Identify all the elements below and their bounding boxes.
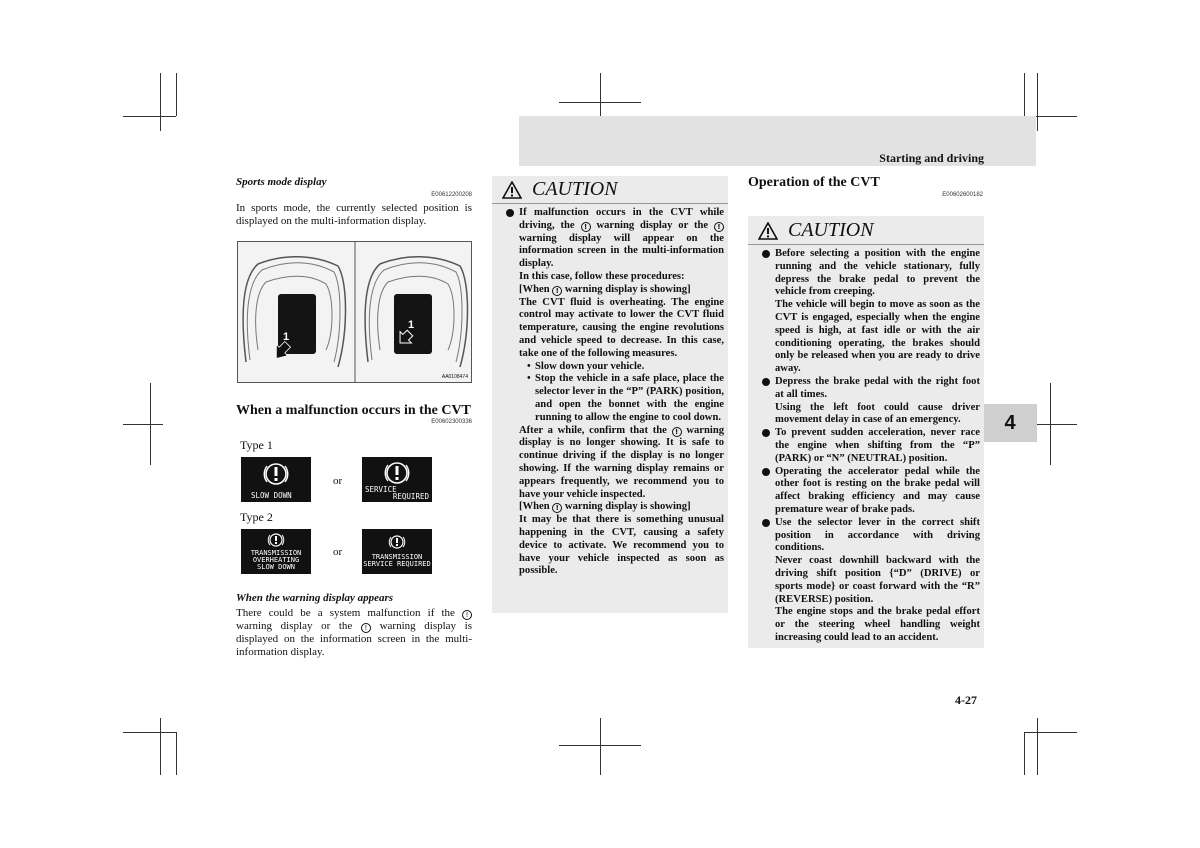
caution-text: Using the left foot could cause driver movement delay in case of an emergency. xyxy=(775,401,980,426)
caution-text: Slow down your vehicle. xyxy=(535,360,645,372)
caution-item xyxy=(762,376,980,427)
crop-mark xyxy=(1024,73,1025,116)
caution-text: Operating the accelerator pedal while the other foot is resting on the brake pedal will affect braking efficiency and may cause premature wear of brake pads. xyxy=(775,465,980,515)
sports-mode-code: E00612200208 xyxy=(431,192,472,198)
sports-mode-text: In sports mode, the currently selected position is displayed on the multi-information display. xyxy=(236,202,472,227)
crop-mark xyxy=(600,718,601,775)
display-text: SERVICE REQUIRED xyxy=(363,560,431,568)
crop-mark xyxy=(1037,424,1077,425)
caution-text: Before selecting a position with the engine running and the vehicle stationary, fully depress the brake pedal to prevent the vehicle from creeping. xyxy=(775,248,980,298)
bullet-icon xyxy=(762,468,770,476)
display-text: TRANSMISSION xyxy=(371,553,423,561)
bullet-icon xyxy=(762,250,770,258)
caution-title: CAUTION xyxy=(788,219,874,241)
caution-text: If malfunction occurs in the CVT while driving, the xyxy=(519,207,724,231)
crop-mark xyxy=(176,73,177,116)
warning-text xyxy=(236,607,472,659)
caution-text xyxy=(519,284,724,297)
warning-text-part: There could be a system malfunction if the xyxy=(236,607,455,619)
chapter-tab xyxy=(983,404,1037,442)
caution-divider xyxy=(748,244,984,245)
display-slow-down xyxy=(241,457,311,502)
caution-text: warning display is no longer showing. It is safe to continue driving if the display is no longer showing. If the warning display remains or appears frequently, we recommend you to have your vehicle inspected. xyxy=(519,424,725,500)
display-text: SERVICE xyxy=(365,485,397,494)
warning-triangle-icon xyxy=(502,181,522,199)
malfunction-code: E00602300336 xyxy=(431,419,472,425)
warning-text-part: warning display is displayed on the information screen in the multi-information display. xyxy=(236,620,473,658)
caution-text: [When xyxy=(519,501,550,513)
crop-mark xyxy=(123,424,163,425)
section-title: Starting and driving xyxy=(879,151,984,165)
gear-number: 1 xyxy=(283,331,290,343)
display-text: OVERHEATING xyxy=(252,556,300,564)
warning-text-part: warning display or the xyxy=(236,620,353,632)
or-label: or xyxy=(333,475,343,487)
type2-label: Type 2 xyxy=(240,510,273,524)
caution-text: After a while, confirm that the xyxy=(519,424,667,436)
caution-text: Stop the vehicle in a safe place, place the selector lever in the “P” (PARK) position, and open the bonnet with the engine running to allow the engine to cool down. xyxy=(535,373,724,423)
caution-text: It may be that there is something unusual happening in the CVT, causing a safety device to activate. We recommend you to have your vehicle inspected as soon as possible. xyxy=(519,514,724,577)
display-overheating xyxy=(241,529,311,574)
display-text: REQUIRED xyxy=(392,492,429,501)
sub-item xyxy=(519,373,724,424)
caution-text: To prevent sudden acceleration, never race the engine when shifting from the “P” (PARK) or “N” (NEUTRAL) position. xyxy=(775,427,980,464)
bullet-icon xyxy=(762,519,770,527)
chapter-number: 4 xyxy=(1004,411,1016,434)
caution-divider xyxy=(492,203,728,204)
warning-section xyxy=(236,592,472,659)
caution-text: warning display is showing] xyxy=(564,501,691,513)
crop-mark xyxy=(1037,718,1038,775)
display-transmission-service xyxy=(362,529,432,574)
bullet-icon xyxy=(762,378,770,386)
caution-text: [When xyxy=(519,283,550,295)
caution-text: The vehicle will begin to move as soon as the CVT is engaged, especially when the engine speed is high, at fast idle or with the air conditioning operating, the brakes should only be released when you are ready to drive away. xyxy=(775,299,980,375)
transmission-warning-icon: ! xyxy=(552,503,562,513)
caution-box-malfunction xyxy=(492,176,728,613)
caution-text: Use the selector lever in the correct shift position in accordance with driving conditions. xyxy=(775,516,980,554)
display-text: SLOW DOWN xyxy=(257,563,295,571)
sports-mode-heading: Sports mode display xyxy=(236,176,327,188)
instrument-cluster-illustration xyxy=(237,241,472,383)
crop-mark xyxy=(123,116,176,117)
crop-mark xyxy=(1024,732,1077,733)
crop-mark xyxy=(176,732,177,775)
cvt-operation-code: E00602600182 xyxy=(942,192,983,198)
bullet-icon xyxy=(762,429,770,437)
caution-text: warning display is showing] xyxy=(564,283,691,295)
caution-text xyxy=(519,425,724,502)
illustration-code: AA0108474 xyxy=(441,374,468,380)
caution-text: The engine stops and the brake pedal effort or the steering wheel handling weight increasing could lead to an accident. xyxy=(775,606,980,643)
crop-mark xyxy=(1050,383,1051,465)
caution-text: Never coast downhill backward with the driving shift position {“D” (DRIVE) or sports mode} or coast forward with the “R” (REVERSE) position. xyxy=(775,555,980,605)
caution-text: warning display or the xyxy=(596,219,709,231)
transmission-warning-icon: ! xyxy=(672,427,682,437)
sub-item xyxy=(519,361,724,374)
caution-text: The CVT fluid is overheating. The engine control may activate to lower the CVT fluid temperature, causing the engine revolutions and vehicle speed to decrease. In this case, take one of the following measures. xyxy=(519,296,724,359)
malfunction-heading: When a malfunction occurs in the CVT xyxy=(236,403,471,418)
cvt-operation-heading: Operation of the CVT xyxy=(748,175,880,190)
caution-text: Depress the brake pedal with the right foot at all times. xyxy=(775,375,980,400)
caution-item xyxy=(762,517,980,645)
display-text: SLOW DOWN xyxy=(251,491,292,500)
caution-item xyxy=(762,466,980,517)
caution-items xyxy=(762,248,980,645)
left-column xyxy=(236,176,472,228)
display-service-required xyxy=(362,457,432,502)
caution-item xyxy=(506,207,724,578)
caution-text xyxy=(519,501,724,514)
warning-subhead: When the warning display appears xyxy=(236,592,394,604)
bullet-icon: • xyxy=(527,373,531,385)
transmission-warning-icon: ! xyxy=(714,222,724,232)
crop-mark xyxy=(160,73,161,131)
page-number: 4-27 xyxy=(955,693,977,707)
type1-label: Type 1 xyxy=(240,438,273,452)
transmission-warning-icon: ! xyxy=(462,610,472,620)
crop-mark xyxy=(160,718,161,775)
caution-item xyxy=(762,248,980,376)
crop-mark xyxy=(123,732,176,733)
warning-triangle-icon xyxy=(758,222,778,240)
crop-mark xyxy=(1024,732,1025,775)
bullet-icon: • xyxy=(527,360,531,372)
crop-mark xyxy=(1037,73,1038,131)
transmission-warning-icon: ! xyxy=(581,222,591,232)
gear-number: 1 xyxy=(408,319,415,331)
cluster-drawing xyxy=(238,242,472,383)
caution-text: In this case, follow these procedures: xyxy=(519,270,685,282)
caution-box-cvt xyxy=(748,216,984,648)
transmission-warning-icon: ! xyxy=(361,623,371,633)
caution-item xyxy=(762,427,980,465)
bullet-icon xyxy=(506,209,514,217)
transmission-warning-icon: ! xyxy=(552,286,562,296)
caution-text: warning display will appear on the information screen in the multi-information display. xyxy=(519,232,724,270)
or-label: or xyxy=(333,546,343,558)
caution-title: CAUTION xyxy=(532,178,618,200)
crop-mark xyxy=(150,383,151,465)
display-text: TRANSMISSION xyxy=(250,549,302,557)
